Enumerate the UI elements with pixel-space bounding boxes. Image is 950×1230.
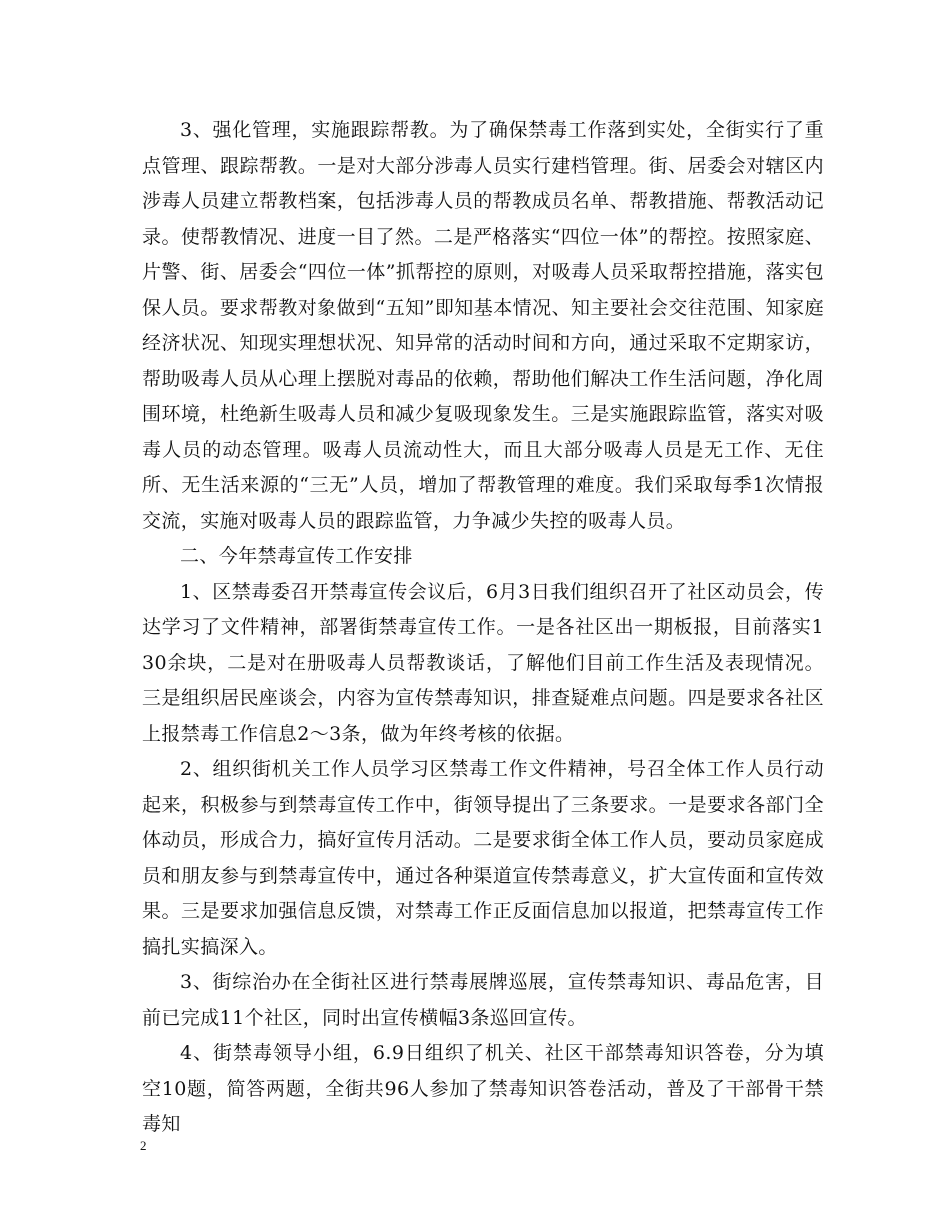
section-heading-publicity-plan: 二、今年禁毒宣传工作安排: [180, 545, 413, 567]
paragraph-tracking-assistance: 3、强化管理，实施跟踪帮教。为了确保禁毒工作落到实处，全街实行了重点管理、跟踪帮教。一是对大部分涉毒人员实行建档管理。街、居委会对辖区内涉毒人员建立帮教档案，包括涉毒人员的帮教成员名单、帮教措施、帮教活动记录。使帮教情况、进度一目了然。二是严格落实“四位一体”的帮控。按照家庭、片警、街、居委会“四位一体”抓帮控的原则，对吸毒人员采取帮控措施，落实包保人员。要求帮教对象做到“五知”即知基本情况、知主要社会交往范围、知家庭经济状况、知现实理想状况、知异常的活动时间和方向，通过采取不定期家访，帮助吸毒人员从心理上摆脱对毒品的依赖，帮助他们解决工作生活问题，净化周围环境，杜绝新生吸毒人员和减少复吸现象发生。三是实施跟踪监管，落实对吸毒人员的动态管理。吸毒人员流动性大，而且大部分吸毒人员是无工作、无住所、无生活来源的“三无”人员，增加了帮教管理的难度。我们采取每季1次情报交流，实施对吸毒人员的跟踪监管，力争减少失控的吸毒人员。: [142, 119, 824, 532]
document-body: [142, 113, 824, 1143]
paragraph-item-2: 2、组织街机关工作人员学习区禁毒工作文件精神，号召全体工作人员行动起来，积极参与到禁毒宣传工作中，街领导提出了三条要求。一是要求各部门全体动员，形成合力，搞好宣传月活动。二是要求街全体工作人员，要动员家庭成员和朋友参与到禁毒宣传中，通过各种渠道宣传禁毒意义，扩大宣传面和宣传效果。三是要求加强信息反馈，对禁毒工作正反面信息加以报道，把禁毒宣传工作搞扎实搞深入。: [142, 758, 824, 958]
paragraph-item-1: 1、区禁毒委召开禁毒宣传会议后，6月3日我们组织召开了社区动员会，传达学习了文件精神，部署街禁毒宣传工作。一是各社区出一期板报，目前落实130余块，二是对在册吸毒人员帮教谈话，了解他们目前工作生活及表现情况。三是组织居民座谈会，内容为宣传禁毒知识，排查疑难点问题。四是要求各社区上报禁毒工作信息2～3条，做为年终考核的依据。: [142, 580, 824, 745]
paragraph-item-4: 4、街禁毒领导小组，6.9日组织了机关、社区干部禁毒知识答卷，分为填空10题，简答两题，全街共96人参加了禁毒知识答卷活动，普及了干部骨干禁毒知: [142, 1042, 824, 1135]
paragraph-item-3: 3、街综治办在全街社区进行禁毒展牌巡展，宣传禁毒知识、毒品危害，目前已完成11个社区，同时出宣传横幅3条巡回宣传。: [142, 971, 824, 1029]
page-number: 2: [140, 1138, 147, 1153]
